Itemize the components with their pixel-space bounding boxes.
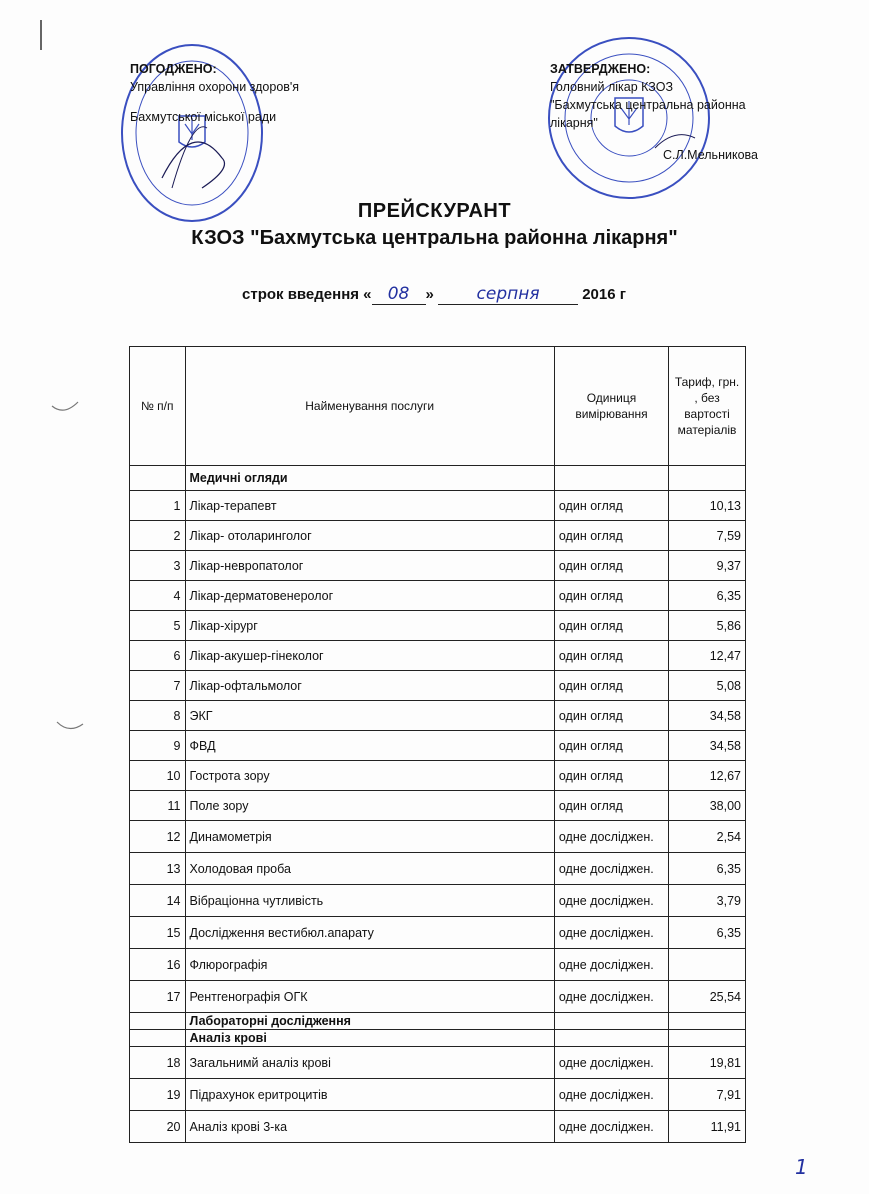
page-number: 1 <box>795 1155 808 1179</box>
table-row <box>130 917 746 949</box>
cell-service-name: Лікар-акушер-гінеколог <box>185 641 554 671</box>
cell-unit: одне дослiджен. <box>554 949 668 981</box>
effective-date-line <box>242 284 626 305</box>
cell-service-name: ФВД <box>185 731 554 761</box>
cell-tariff <box>669 1013 746 1030</box>
table-row <box>130 981 746 1013</box>
cell-number: 12 <box>130 821 186 853</box>
cell-tariff: 19,81 <box>669 1047 746 1079</box>
cell-service-name: Підрахунок еритроцитів <box>185 1079 554 1111</box>
table-row <box>130 701 746 731</box>
cell-service-name: Медичні огляди <box>185 466 554 491</box>
table-row <box>130 611 746 641</box>
cell-service-name: Загальнимй аналіз крові <box>185 1047 554 1079</box>
cell-number: 9 <box>130 731 186 761</box>
cell-tariff: 12,47 <box>669 641 746 671</box>
cell-number: 14 <box>130 885 186 917</box>
table-row <box>130 671 746 701</box>
agreed-org-line2: Бахмутської міської ради <box>130 110 277 124</box>
cell-unit: один огляд <box>554 491 668 521</box>
header-number: № п/п <box>130 347 186 466</box>
cell-number: 2 <box>130 521 186 551</box>
cell-unit: один огляд <box>554 521 668 551</box>
cell-number: 10 <box>130 761 186 791</box>
cell-tariff: 10,13 <box>669 491 746 521</box>
cell-unit: один огляд <box>554 701 668 731</box>
cell-service-name: Флюрографія <box>185 949 554 981</box>
cell-tariff: 6,35 <box>669 853 746 885</box>
cell-service-name: Поле зору <box>185 791 554 821</box>
cell-tariff: 34,58 <box>669 701 746 731</box>
cell-tariff: 7,91 <box>669 1079 746 1111</box>
date-prefix: строк введення « <box>242 286 372 303</box>
cell-number: 18 <box>130 1047 186 1079</box>
approval-approved-block <box>550 60 780 132</box>
cell-service-name: Аналіз крові 3-ка <box>185 1111 554 1143</box>
cell-service-name: Динамометрія <box>185 821 554 853</box>
cell-service-name: Лікар-хірург <box>185 611 554 641</box>
table-row <box>130 551 746 581</box>
cell-tariff: 3,79 <box>669 885 746 917</box>
punch-mark-top <box>50 396 80 416</box>
cell-unit: один огляд <box>554 641 668 671</box>
price-list-table <box>129 346 746 1143</box>
cell-service-name: Лікар-дерматовенеролог <box>185 581 554 611</box>
cell-unit <box>554 1013 668 1030</box>
table-row <box>130 521 746 551</box>
cell-number: 1 <box>130 491 186 521</box>
cell-unit: одне дослiджен. <box>554 917 668 949</box>
approved-line2: "Бахмутська центральна районна <box>550 98 746 112</box>
cell-unit: одне дослiджен. <box>554 885 668 917</box>
cell-unit <box>554 466 668 491</box>
cell-number: 4 <box>130 581 186 611</box>
table-row <box>130 761 746 791</box>
cell-unit: одне дослiджен. <box>554 1111 668 1143</box>
cell-tariff: 5,08 <box>669 671 746 701</box>
table-header-row <box>130 347 746 466</box>
cell-unit: один огляд <box>554 731 668 761</box>
cell-unit: одне дослiджен. <box>554 821 668 853</box>
cell-tariff: 11,91 <box>669 1111 746 1143</box>
cell-service-name: ЭКГ <box>185 701 554 731</box>
cell-number <box>130 1013 186 1030</box>
cell-number: 11 <box>130 791 186 821</box>
cell-tariff: 12,67 <box>669 761 746 791</box>
header-unit: Одиниця вимірювання <box>554 347 668 466</box>
cell-number: 17 <box>130 981 186 1013</box>
table-row <box>130 1079 746 1111</box>
table-row <box>130 581 746 611</box>
cell-number: 20 <box>130 1111 186 1143</box>
header-service-name: Найменування послуги <box>185 347 554 466</box>
cell-tariff: 34,58 <box>669 731 746 761</box>
cell-number: 15 <box>130 917 186 949</box>
cell-number: 16 <box>130 949 186 981</box>
date-month-handwritten: серпня <box>438 284 578 305</box>
table-row <box>130 821 746 853</box>
header-tariff: Тариф, грн. , без вартості матеріалів <box>669 347 746 466</box>
cell-service-name: Лікар-офтальмолог <box>185 671 554 701</box>
cell-tariff <box>669 1030 746 1047</box>
table-row <box>130 885 746 917</box>
table-row <box>130 1047 746 1079</box>
signatory-name: С.Л.Мельникова <box>663 148 758 162</box>
cell-unit: один огляд <box>554 611 668 641</box>
cell-service-name: Лікар- отоларинголог <box>185 521 554 551</box>
cell-service-name: Лабораторні дослідження <box>185 1013 554 1030</box>
margin-line-mark <box>36 18 46 52</box>
cell-number: 19 <box>130 1079 186 1111</box>
cell-service-name: Вібраціонна чутливість <box>185 885 554 917</box>
cell-unit: одне дослiджен. <box>554 1047 668 1079</box>
cell-unit: одне дослiджен. <box>554 981 668 1013</box>
table-row <box>130 731 746 761</box>
table-row <box>130 949 746 981</box>
approved-heading: ЗАТВЕРДЖЕНО: <box>550 62 651 76</box>
cell-tariff <box>669 466 746 491</box>
cell-service-name: Рентгенографія ОГК <box>185 981 554 1013</box>
section-row <box>130 1013 746 1030</box>
date-suffix: 2016 г <box>582 286 627 303</box>
approved-line3: лікарня" <box>550 116 598 130</box>
section-row <box>130 466 746 491</box>
table-row <box>130 491 746 521</box>
table-body <box>130 466 746 1143</box>
cell-unit <box>554 1030 668 1047</box>
approval-agreed-block <box>130 60 390 126</box>
table-row <box>130 1111 746 1143</box>
cell-number: 6 <box>130 641 186 671</box>
cell-unit: один огляд <box>554 761 668 791</box>
document-title: ПРЕЙСКУРАНТ <box>357 200 512 222</box>
cell-unit: один огляд <box>554 791 668 821</box>
cell-unit: один огляд <box>554 671 668 701</box>
cell-unit: один огляд <box>554 551 668 581</box>
approved-line1: Головний лікар КЗОЗ <box>550 80 673 94</box>
cell-service-name: Дослідження вестибюл.апарату <box>185 917 554 949</box>
cell-number: 5 <box>130 611 186 641</box>
cell-service-name: Лікар-невропатолог <box>185 551 554 581</box>
cell-unit: один огляд <box>554 581 668 611</box>
cell-service-name: Лікар-терапевт <box>185 491 554 521</box>
cell-tariff: 6,35 <box>669 917 746 949</box>
agreed-org-line1: Управління охорони здоров'я <box>130 80 300 94</box>
cell-number: 8 <box>130 701 186 731</box>
cell-tariff: 7,59 <box>669 521 746 551</box>
cell-service-name: Гострота зору <box>185 761 554 791</box>
table-row <box>130 791 746 821</box>
cell-unit: одне дослiджен. <box>554 853 668 885</box>
date-mid: » <box>425 286 434 303</box>
cell-number <box>130 466 186 491</box>
document-subtitle: КЗОЗ "Бахмутська центральна районна лікарня" <box>191 227 678 249</box>
cell-number: 7 <box>130 671 186 701</box>
cell-tariff: 5,86 <box>669 611 746 641</box>
agreed-heading: ПОГОДЖЕНО: <box>130 62 217 76</box>
cell-tariff <box>669 949 746 981</box>
cell-tariff: 9,37 <box>669 551 746 581</box>
cell-tariff: 6,35 <box>669 581 746 611</box>
table-row <box>130 641 746 671</box>
date-day-handwritten: 08 <box>372 284 426 305</box>
cell-number <box>130 1030 186 1047</box>
punch-mark-bottom <box>55 716 85 736</box>
cell-service-name: Холодовая проба <box>185 853 554 885</box>
table-row <box>130 853 746 885</box>
cell-number: 3 <box>130 551 186 581</box>
cell-unit: одне дослiджен. <box>554 1079 668 1111</box>
cell-service-name: Аналіз крові <box>185 1030 554 1047</box>
cell-number: 13 <box>130 853 186 885</box>
section-row <box>130 1030 746 1047</box>
cell-tariff: 38,00 <box>669 791 746 821</box>
cell-tariff: 2,54 <box>669 821 746 853</box>
cell-tariff: 25,54 <box>669 981 746 1013</box>
